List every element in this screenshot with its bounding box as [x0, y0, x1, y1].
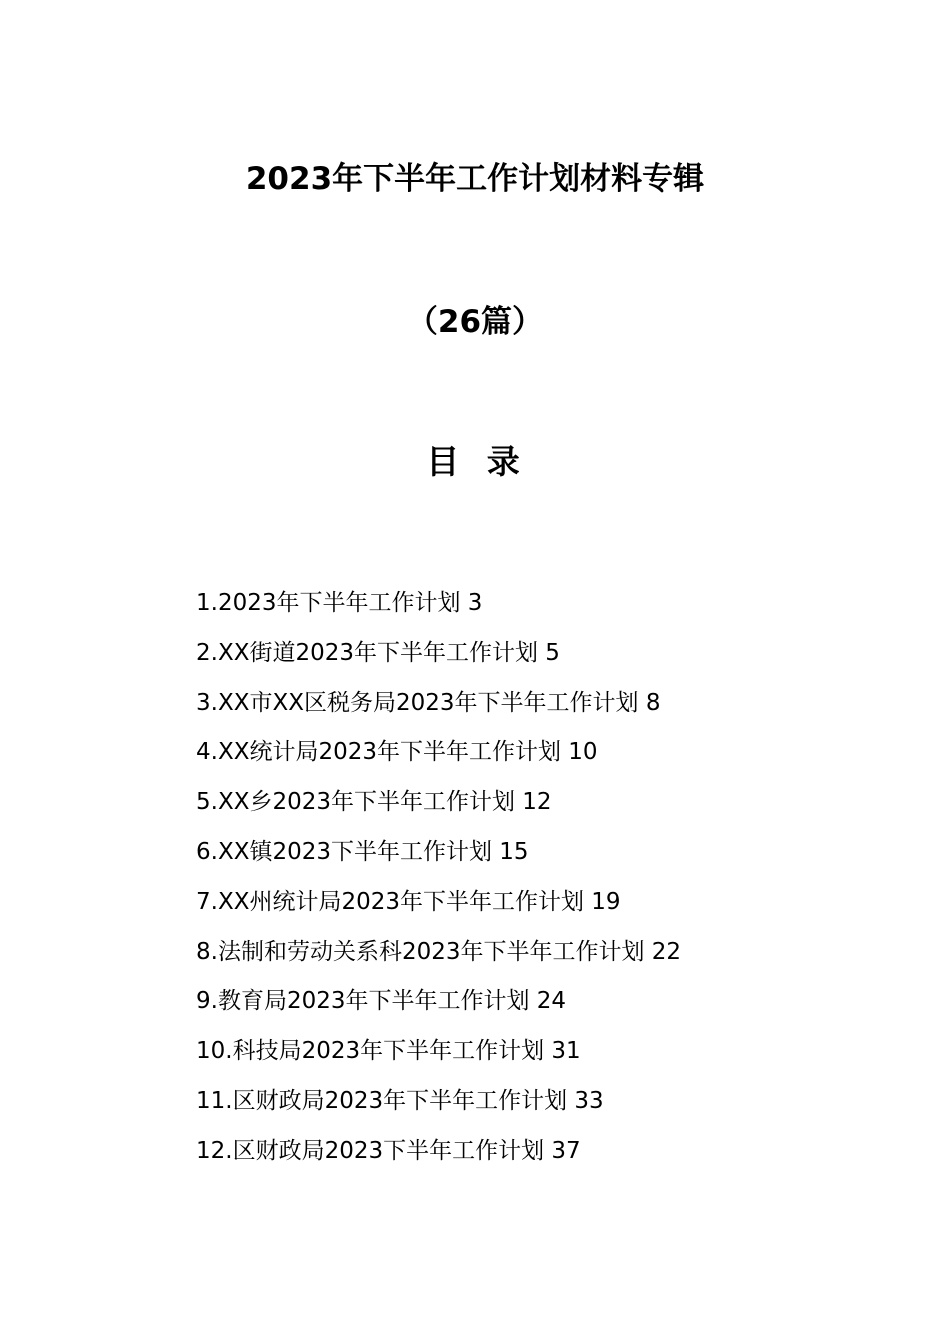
toc-item[interactable]: 7.XX州统计局2023年下半年工作计划 19 [196, 888, 621, 915]
toc-item[interactable]: 6.XX镇2023下半年工作计划 15 [196, 838, 529, 865]
document-subtitle: （26篇） [406, 304, 544, 340]
toc-item[interactable]: 8.法制和劳动关系科2023年下半年工作计划 22 [196, 938, 682, 965]
document-title: 2023年下半年工作计划材料专辑 [245, 161, 705, 197]
toc-item[interactable]: 11.区财政局2023年下半年工作计划 33 [196, 1087, 604, 1114]
toc-item[interactable]: 2.XX街道2023年下半年工作计划 5 [196, 639, 560, 666]
toc-item[interactable]: 5.XX乡2023年下半年工作计划 12 [196, 789, 552, 816]
toc-item[interactable]: 10.科技局2023年下半年工作计划 31 [196, 1038, 581, 1065]
toc-item[interactable]: 9.教育局2023年下半年工作计划 24 [196, 988, 567, 1015]
toc-heading: 目 录 [426, 442, 528, 481]
toc-item[interactable]: 1.2023年下半年工作计划 3 [196, 590, 483, 616]
toc-item[interactable]: 3.XX市XX区税务局2023年下半年工作计划 8 [196, 689, 661, 716]
table-of-contents [196, 580, 816, 1178]
toc-item[interactable]: 12.区财政局2023下半年工作计划 37 [196, 1137, 581, 1164]
toc-item[interactable]: 4.XX统计局2023年下半年工作计划 10 [196, 739, 598, 766]
